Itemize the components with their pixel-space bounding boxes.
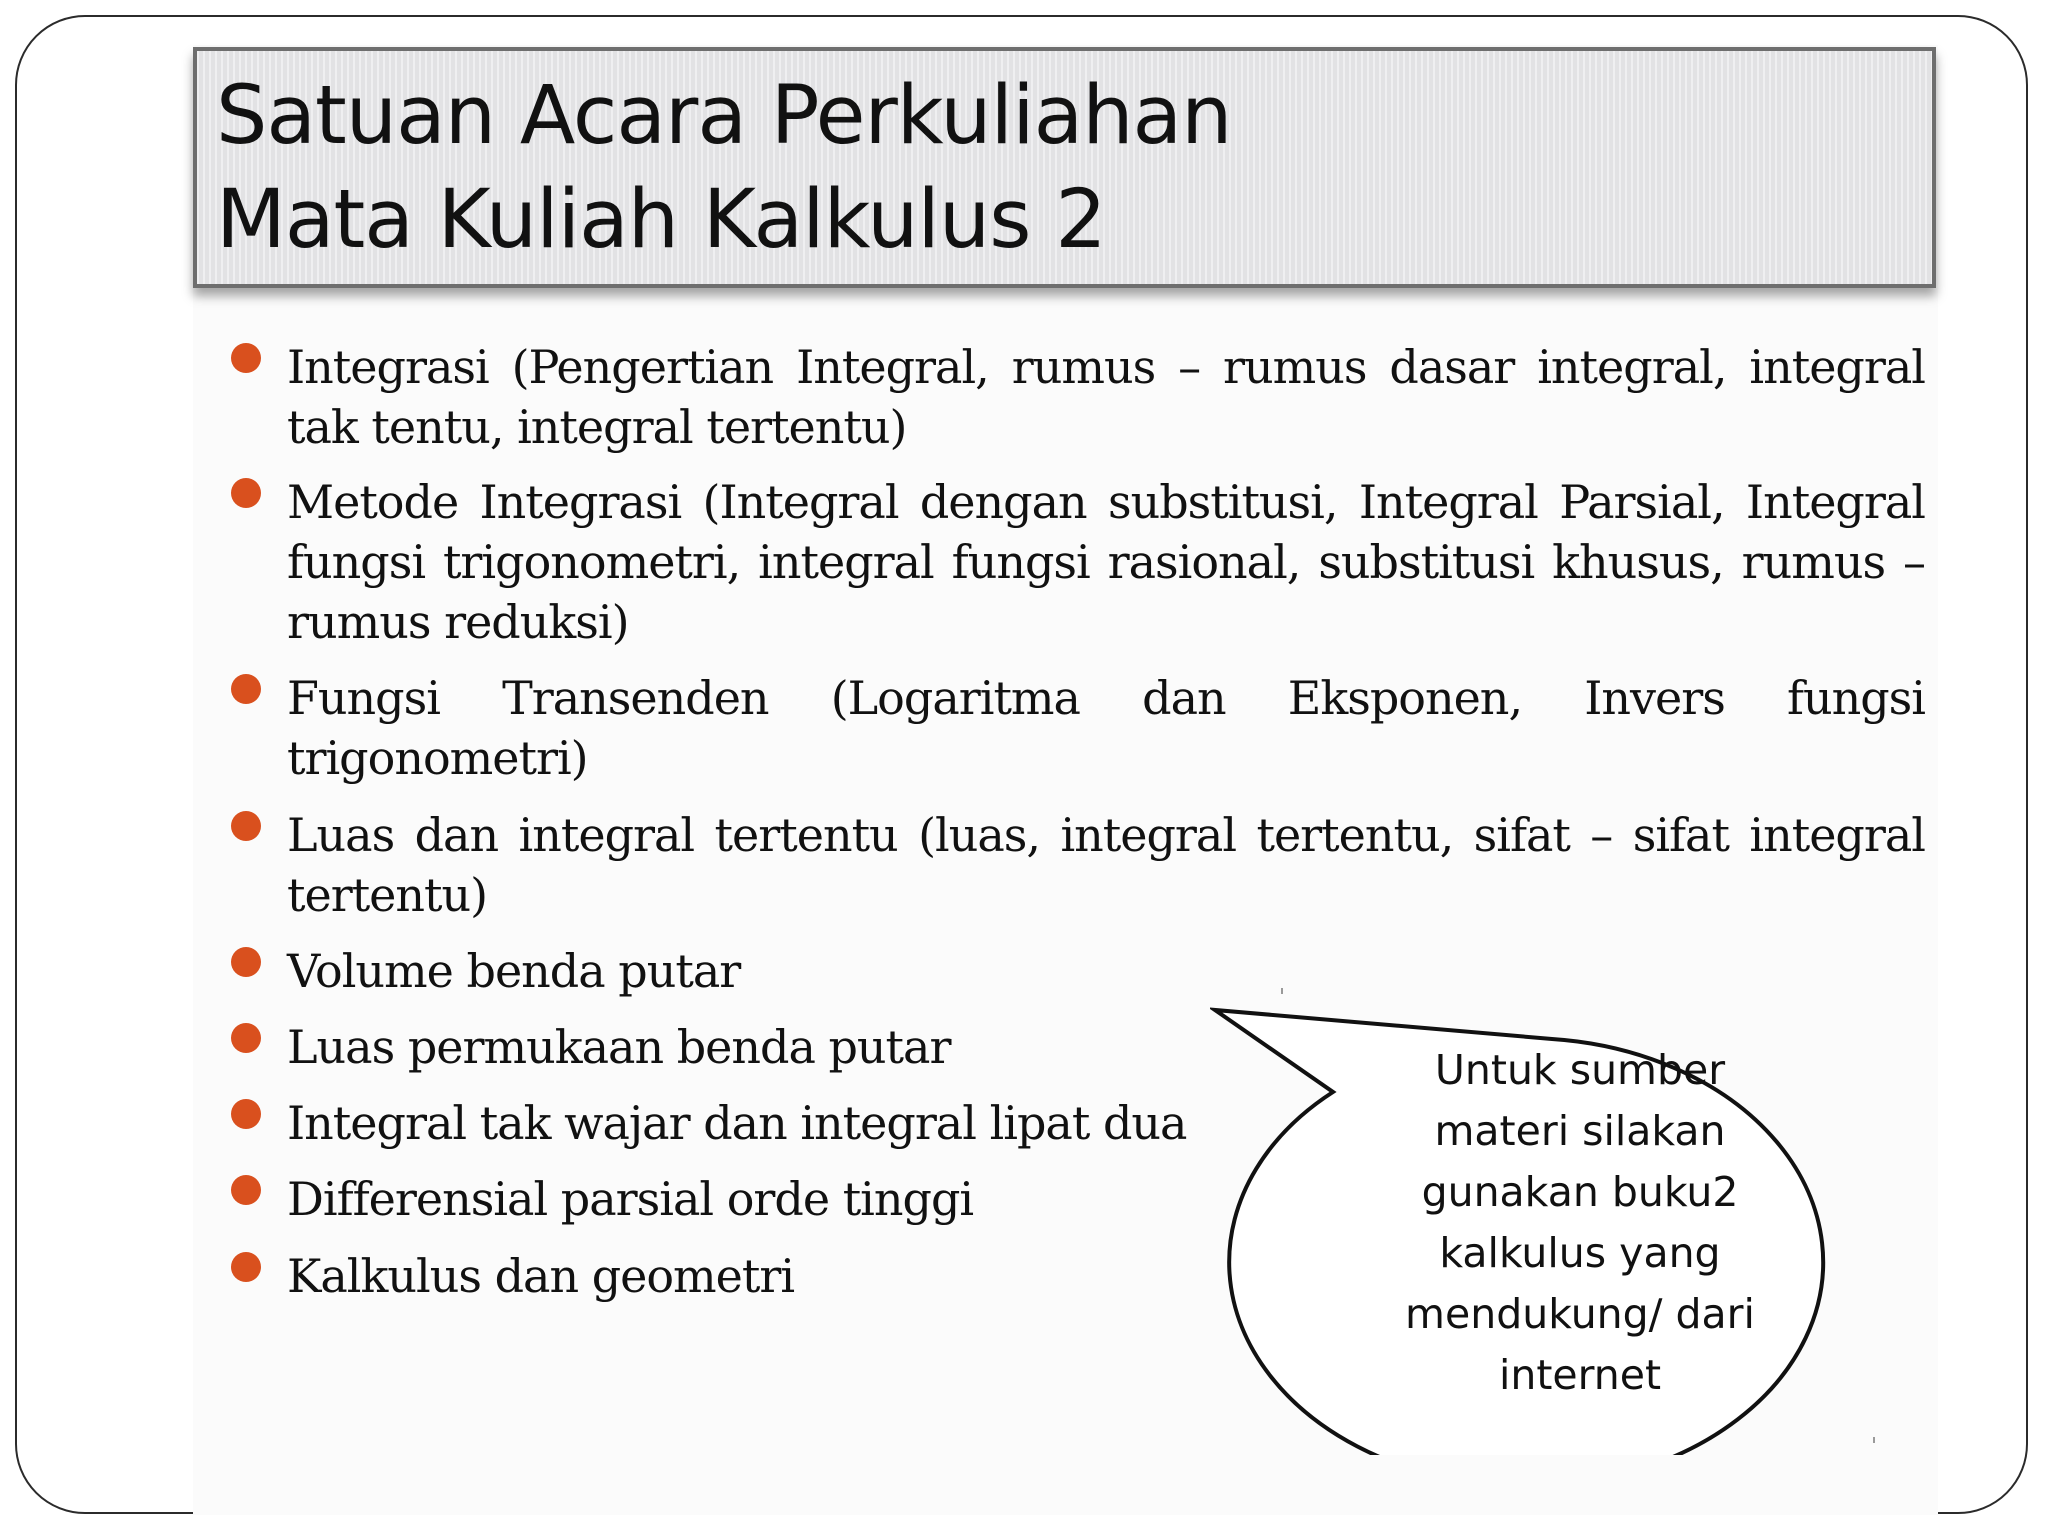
speck-mark: [1873, 1437, 1875, 1443]
bullet-dot-icon: [231, 1023, 261, 1053]
bullet-item: Integrasi (Pengertian Integral, rumus – rumus dasar integral, integral tak tentu, integral tertentu): [287, 340, 1925, 454]
bullet-dot-icon: [231, 1175, 261, 1205]
bullet-dot-icon: [231, 1252, 261, 1282]
bullet-item: Integral tak wajar dan integral lipat dua: [287, 1096, 1187, 1150]
bullet-item: Fungsi Transenden (Logaritma dan Eksponen, Invers fungsi trigonometri): [287, 671, 1925, 785]
bullet-dot-icon: [231, 811, 261, 841]
speck-mark: [1281, 988, 1283, 994]
bullet-item: Differensial parsial orde tinggi: [287, 1172, 974, 1226]
callout-text: Untuk sumber materi silakan gunakan buku2 kalkulus yang mendukung/ dari internet: [1405, 1046, 1755, 1399]
bullet-dot-icon: [231, 947, 261, 977]
bullet-item: Volume benda putar: [287, 944, 741, 998]
title-box: [193, 47, 1936, 288]
bullet-item: Metode Integrasi (Integral dengan substitusi, Integral Parsial, Integral fungsi trigonometri, integral fungsi rasional, substitusi khusus, rumus – rumus reduksi): [287, 475, 1925, 649]
bullet-dot-icon: [231, 343, 261, 373]
bullet-dot-icon: [231, 674, 261, 704]
bullet-item: Luas dan integral tertentu (luas, integral tertentu, sifat – sifat integral tertentu): [287, 808, 1925, 922]
bullet-dot-icon: [231, 1099, 261, 1129]
bullet-item: Luas permukaan benda putar: [287, 1020, 951, 1074]
slide-title-line-1: Satuan Acara Perkuliahan: [216, 69, 1232, 163]
bullet-dot-icon: [231, 478, 261, 508]
bullet-item: Kalkulus dan geometri: [287, 1249, 795, 1303]
slide-title-line-2: Mata Kuliah Kalkulus 2: [216, 173, 1106, 267]
